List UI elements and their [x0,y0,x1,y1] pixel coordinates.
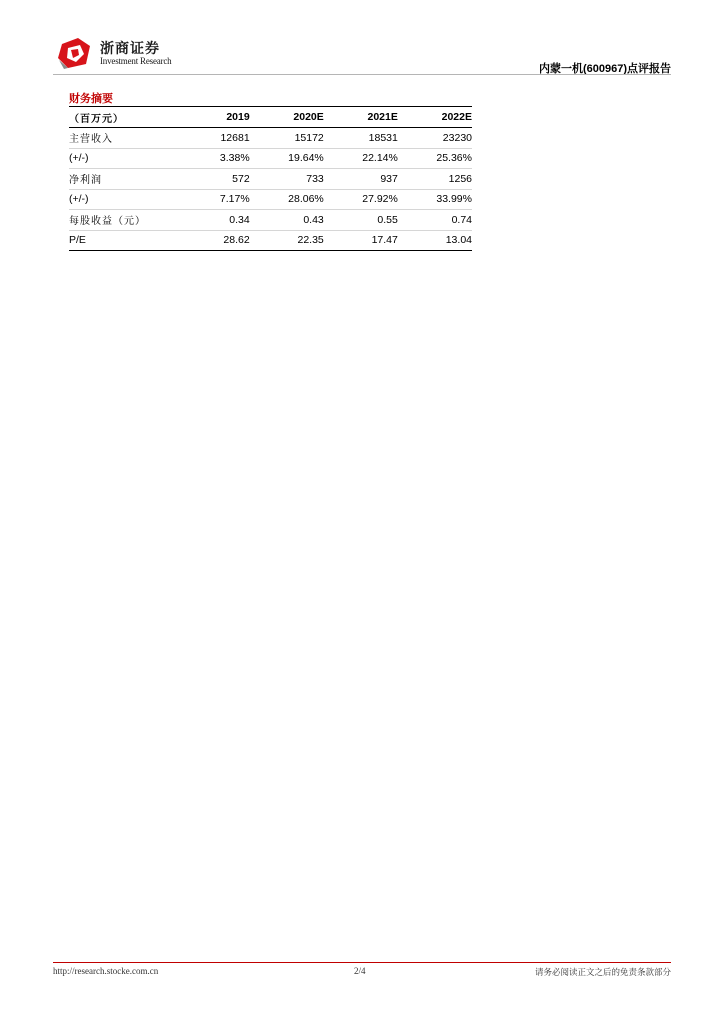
table-row [69,230,472,251]
section-title: 财务摘要 [69,93,113,105]
table-cell: 3.38% [176,148,249,169]
table-row [69,189,472,210]
table-row [69,169,472,190]
table-cell: 733 [250,169,324,190]
table-cell: 23230 [398,128,472,149]
financial-summary-table [69,106,472,251]
table-cell: 19.64% [250,148,324,169]
table-cell: 28.06% [250,189,324,210]
table-header-cell: （百万元） [69,107,176,128]
table-cell: 1256 [398,169,472,190]
table-header-row [69,107,472,128]
table-cell: 22.14% [324,148,398,169]
table-cell: 17.47 [324,230,398,251]
row-label: P/E [69,230,176,251]
table-cell: 0.74 [398,210,472,231]
footer-website-link[interactable]: http://research.stocke.com.cn [53,966,159,976]
table-cell: 33.99% [398,189,472,210]
table-header-cell: 2020E [250,107,324,128]
company-logo [56,36,172,70]
row-label: 净利润 [69,169,176,190]
table-cell: 7.17% [176,189,249,210]
table-cell: 0.43 [250,210,324,231]
page-number: 2/4 [354,966,366,976]
table-cell: 15172 [250,128,324,149]
table-cell: 13.04 [398,230,472,251]
table-cell: 28.62 [176,230,249,251]
table-row [69,210,472,231]
row-label: (+/-) [69,148,176,169]
zheshang-securities-logo-icon [56,36,94,70]
table-header-cell: 2019 [176,107,249,128]
table-cell: 22.35 [250,230,324,251]
table-cell: 572 [176,169,249,190]
row-label: 每股收益（元） [69,210,176,231]
table-row [69,148,472,169]
table-cell: 25.36% [398,148,472,169]
report-title: 内蒙一机(600967)点评报告 [538,63,671,75]
table-row [69,128,472,149]
disclaimer-note: 请务必阅读正文之后的免责条款部分 [534,968,671,978]
row-label: 主营收入 [69,128,176,149]
table-header-cell: 2021E [324,107,398,128]
table-cell: 0.34 [176,210,249,231]
footer-divider [53,962,671,963]
logo-english-name: Investment Research [100,56,172,66]
table-cell: 937 [324,169,398,190]
logo-chinese-name: 浙商证券 [100,41,160,57]
table-cell: 0.55 [324,210,398,231]
table-cell: 12681 [176,128,249,149]
header-divider [53,74,671,75]
table-cell: 27.92% [324,189,398,210]
table-header-cell: 2022E [398,107,472,128]
row-label: (+/-) [69,189,176,210]
table-cell: 18531 [324,128,398,149]
